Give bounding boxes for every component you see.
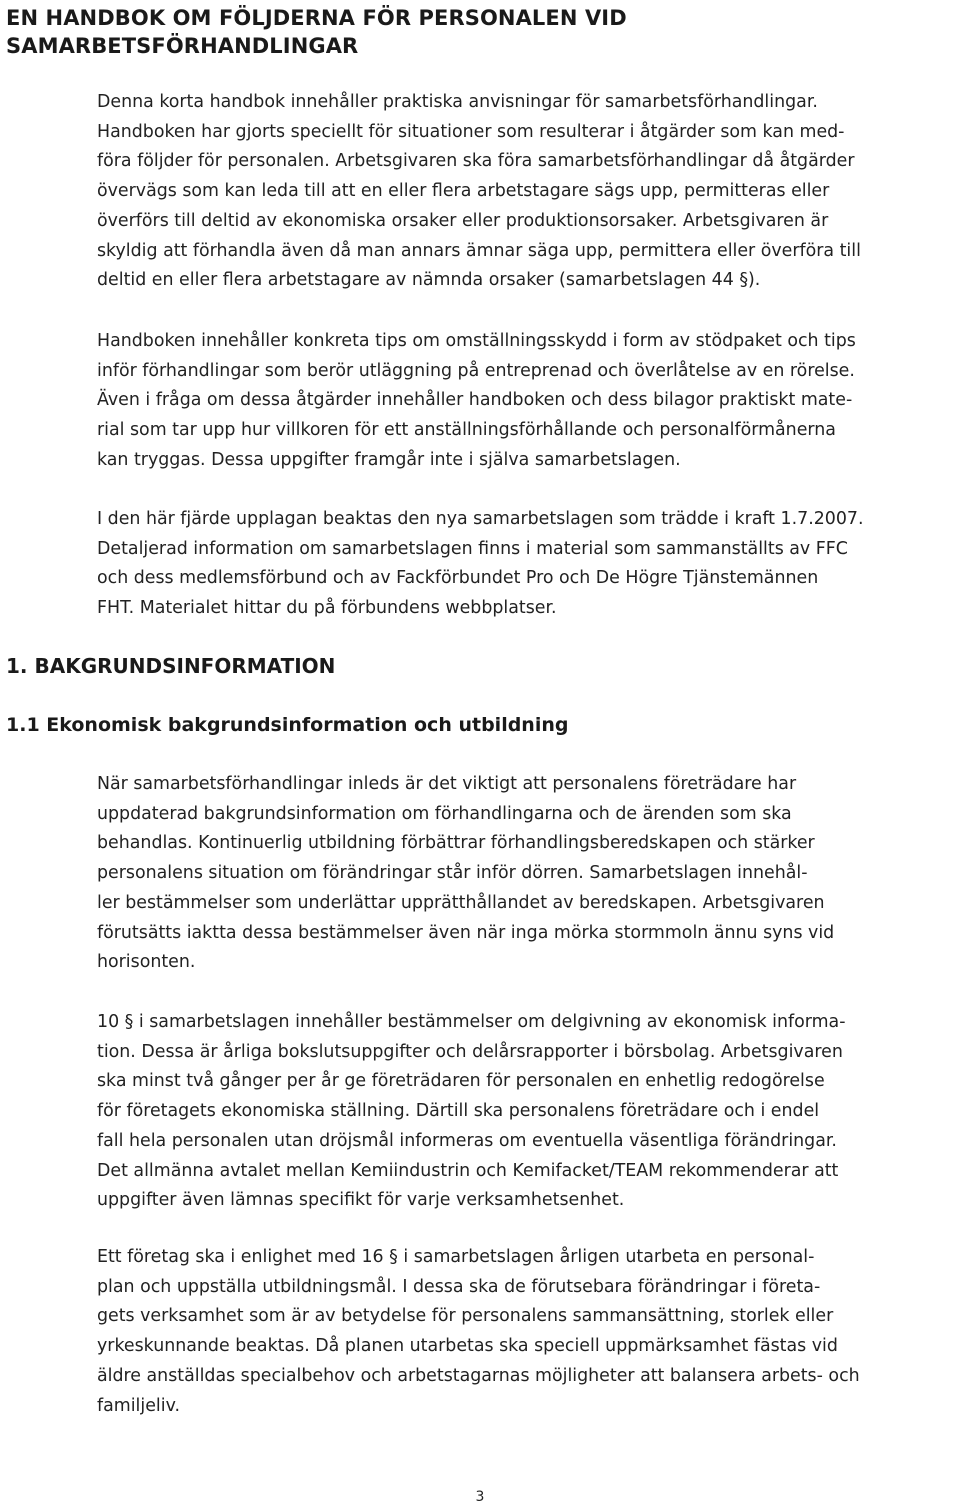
page-number: 3 (475, 1489, 485, 1505)
text-line: förutsätts iaktta dessa bestämmelser även när inga mörka stormmoln ännu syns vid (97, 922, 835, 943)
text-line: behandlas. Kontinuerlig utbildning förbättrar förhandlingsberedskapen och stärker (97, 833, 815, 854)
text-line: tion. Dessa är årliga bokslutsuppgifter och delårsrapporter i börsbolag. Arbetsgivaren (97, 1041, 843, 1062)
text-line: Detaljerad information om samarbetslagen finns i material som sammanställts av FFC (97, 538, 848, 559)
text-line: övervägs som kan leda till att en eller flera arbetstagare sägs upp, permitteras eller (97, 181, 830, 202)
text-line: Det allmänna avtalet mellan Kemiindustrin och Kemifacket/TEAM rekommenderar att (97, 1160, 839, 1181)
section-paragraph-1 (97, 770, 957, 978)
text-line: inför förhandlingar som berör utläggning på entreprenad och överlåtelse av en rörelse. (97, 360, 855, 381)
section-paragraph-3 (97, 1243, 957, 1421)
text-line: 10 § i samarbetslagen innehåller bestämmelser om delgivning av ekonomisk informa- (97, 1012, 846, 1032)
document-title-line: EN HANDBOK OM FÖLJDERNA FÖR PERSONALEN VID (6, 6, 627, 30)
text-line: personalens situation om förändringar står inför dörren. Samarbetslagen innehål- (97, 863, 808, 884)
intro-paragraph-1 (97, 88, 957, 296)
text-line: Handboken har gjorts speciellt för situationer som resulterar i åtgärder som kan med- (97, 121, 845, 142)
text-line: Handboken innehåller konkreta tips om omställningsskydd i form av stödpaket och tips (97, 331, 856, 351)
text-line: föra följder för personalen. Arbetsgivaren ska föra samarbetsförhandlingar då åtgärder (97, 151, 855, 172)
text-line: Denna korta handbok innehåller praktiska anvisningar för samarbetsförhandlingar. (97, 92, 818, 112)
text-line: gets verksamhet som är av betydelse för personalens sammansättning, storlek eller (97, 1306, 834, 1327)
text-line: familjeliv. (97, 1395, 181, 1416)
text-line: skyldig att förhandla även då man annars ämnar säga upp, permittera eller överföra till (97, 240, 861, 261)
text-line: och dess medlemsförbund och av Fackförbundet Pro och De Högre Tjänstemännen (97, 568, 819, 589)
document-title-line: SAMARBETSFÖRHANDLINGAR (6, 34, 359, 58)
intro-paragraph-3 (97, 505, 957, 624)
subsection-heading: 1.1 Ekonomisk bakgrundsinformation och utbildning (6, 714, 569, 736)
text-line: ler bestämmelser som underlättar upprätthållandet av beredskapen. Arbetsgivaren (97, 892, 825, 913)
text-line: överförs till deltid av ekonomiska orsaker eller produktionsorsaker. Arbetsgivaren är (97, 210, 829, 231)
text-line: När samarbetsförhandlingar inleds är det viktigt att personalens företrädare har (97, 774, 797, 794)
text-line: FHT. Materialet hittar du på förbundens webbplatser. (97, 598, 557, 619)
text-line: äldre anställdas specialbehov och arbetstagarnas möjligheter att balansera arbets- och (97, 1365, 860, 1386)
text-line: Även i fråga om dessa åtgärder innehåller handboken och dess bilagor praktiskt mate- (97, 390, 853, 411)
text-line: rial som tar upp hur villkoren för ett anställningsförhållande och personalförmånerna (97, 420, 836, 441)
section-paragraph-2 (97, 1008, 957, 1216)
text-line: deltid en eller flera arbetstagare av nämnda orsaker (samarbetslagen 44 §). (97, 270, 761, 291)
text-line: uppgifter även lämnas specifikt för varje verksamhetsenhet. (97, 1190, 625, 1211)
text-line: kan tryggas. Dessa uppgifter framgår inte i själva samarbetslagen. (97, 449, 681, 470)
section-heading: 1. BAKGRUNDSINFORMATION (6, 654, 336, 678)
text-line: för företagets ekonomiska ställning. Därtill ska personalens företrädare och i endel (97, 1101, 820, 1122)
text-line: I den här fjärde upplagan beaktas den nya samarbetslagen som trädde i kraft 1.7.2007. (97, 509, 864, 529)
text-line: horisonten. (97, 952, 196, 973)
text-line: plan och uppställa utbildningsmål. I dessa ska de förutsebara förändringar i företa- (97, 1276, 821, 1297)
text-line: fall hela personalen utan dröjsmål informeras om eventuella väsentliga förändringar. (97, 1130, 837, 1151)
text-line: Ett företag ska i enlighet med 16 § i samarbetslagen årligen utarbeta en personal- (97, 1247, 815, 1267)
intro-paragraph-2 (97, 327, 957, 476)
text-line: ska minst två gånger per år ge företrädaren för personalen en enhetlig redogörelse (97, 1071, 825, 1092)
text-line: uppdaterad bakgrundsinformation om förhandlingarna och de ärenden som ska (97, 803, 792, 824)
text-line: yrkeskunnande beaktas. Då planen utarbetas ska speciell uppmärksamhet fästas vid (97, 1336, 838, 1357)
document-title (6, 4, 906, 60)
